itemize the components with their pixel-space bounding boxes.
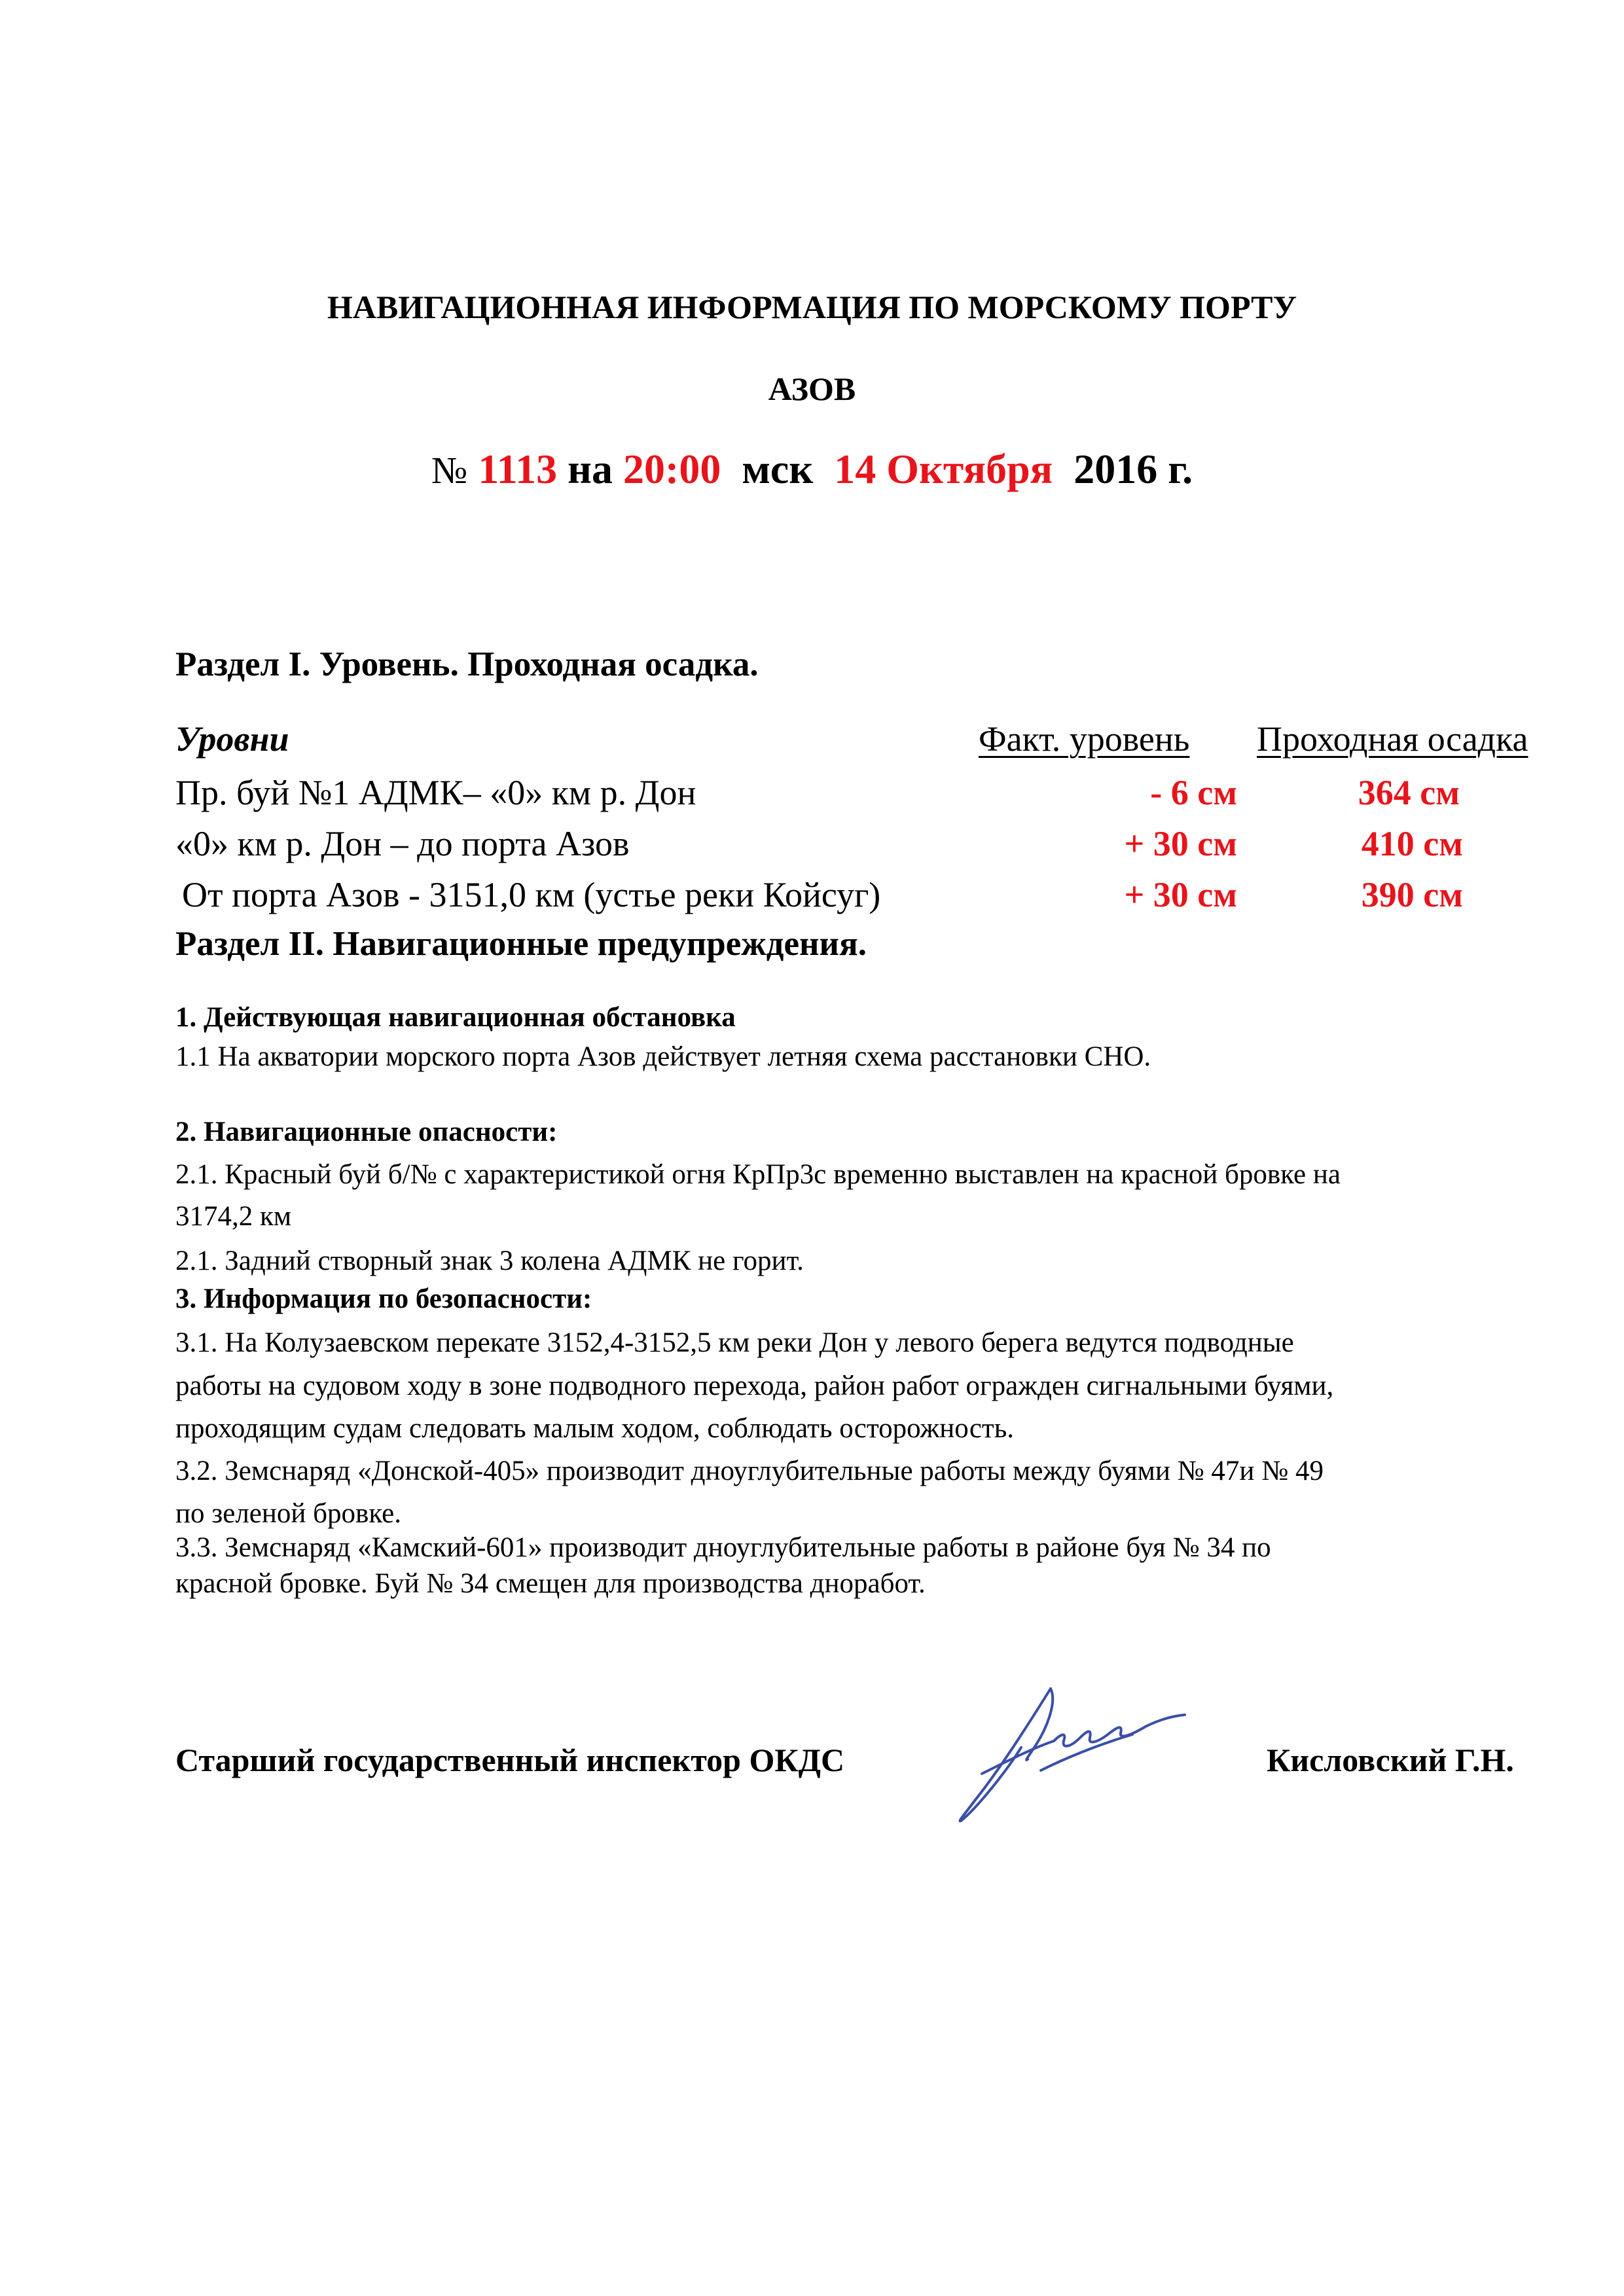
paragraph: проходящим судам следовать малым ходом, соблюдать осторожность. <box>175 1413 1015 1444</box>
level-row-name: «0» км р. Дон – до порта Азов <box>175 824 630 863</box>
doc-title-line1: НАВИГАЦИОННАЯ ИНФОРМАЦИЯ ПО МОРСКОМУ ПОРТУ <box>327 289 1297 325</box>
doc-time: 20:00 <box>623 446 721 492</box>
col-levels-header: Уровни <box>175 719 289 759</box>
doc-title-line2: АЗОВ <box>768 370 856 407</box>
level-row-fact: + 30 см <box>1124 875 1237 914</box>
signer-position: Старший государственный инспектор ОКДС <box>175 1742 845 1778</box>
paragraph: красной бровке. Буй № 34 смещен для производства дноработ. <box>175 1568 926 1599</box>
section2-title: Раздел II. Навигационные предупреждения. <box>175 925 867 963</box>
paragraph: 3.1. На Колузаевском перекате 3152,4-3152,5 км реки Дон у левого берега ведутся подводные <box>175 1327 1294 1358</box>
paragraph: 1.1 На акватории морского порта Азов действует летняя схема расстановки СНО. <box>175 1041 1151 1072</box>
doc-year: 2016 г. <box>1074 446 1193 492</box>
label-msk: мск <box>742 446 814 492</box>
col-fact-header: Факт. уровень <box>979 719 1190 759</box>
paragraph: по зеленой бровке. <box>175 1498 401 1529</box>
doc-number-line <box>0 445 1624 493</box>
subsection-heading: 1. Действующая навигационная обстановка <box>175 1002 736 1033</box>
signature-image <box>943 1676 1198 1833</box>
level-row-draft: 390 см <box>1361 875 1463 914</box>
level-row-draft: 364 см <box>1358 773 1460 812</box>
section1-title: Раздел I. Уровень. Проходная осадка. <box>175 645 759 683</box>
paragraph: 2.1. Красный буй б/№ с характеристикой огня КрПр3с временно выставлен на красной бровке на <box>175 1159 1341 1190</box>
paragraph: работы на судовом ходу в зоне подводного перехода, район работ огражден сигнальными буями, <box>175 1371 1334 1401</box>
subsection-heading: 2. Навигационные опасности: <box>175 1117 558 1147</box>
number-sign: № <box>431 449 468 492</box>
signer-name: Кисловский Г.Н. <box>1267 1742 1514 1778</box>
paragraph: 3174,2 км <box>175 1201 292 1232</box>
level-row-name: Пр. буй №1 АДМК– «0» км р. Дон <box>175 773 696 812</box>
col-draft-header: Проходная осадка <box>1257 719 1528 759</box>
subsection-heading: 3. Информация по безопасности: <box>175 1283 592 1314</box>
level-row-draft: 410 см <box>1361 824 1463 863</box>
label-na: на <box>568 446 613 492</box>
level-row-fact: + 30 см <box>1124 824 1237 863</box>
level-row-name: От порта Азов - 3151,0 км (устье реки Койсуг) <box>182 875 881 914</box>
doc-date: 14 Октября <box>834 446 1053 492</box>
paragraph: 2.1. Задний створный знак 3 колена АДМК не горит. <box>175 1246 804 1276</box>
doc-number: 1113 <box>478 446 558 492</box>
level-row-fact: - 6 см <box>1150 773 1237 812</box>
paragraph: 3.2. Земснаряд «Донской-405» производит дноуглубительные работы между буями № 47и № 49 <box>175 1456 1324 1486</box>
paragraph: 3.3. Земснаряд «Камский-601» производит дноуглубительные работы в районе буя № 34 по <box>175 1532 1271 1563</box>
